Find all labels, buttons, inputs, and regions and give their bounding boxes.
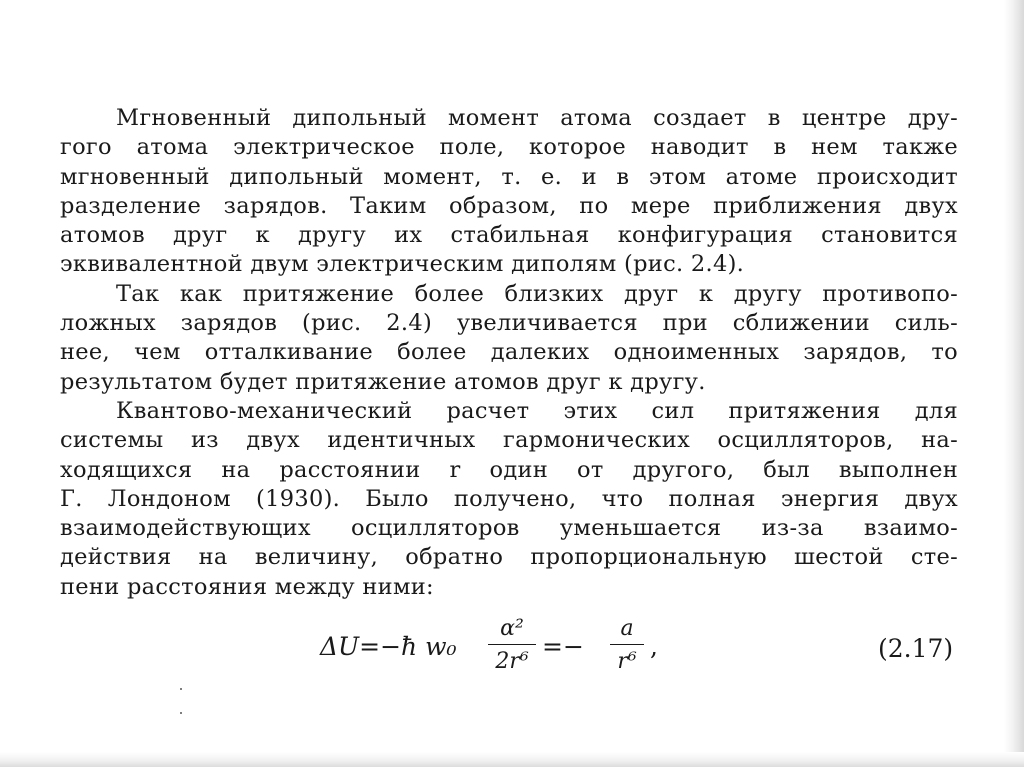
scan-speck [180,688,182,690]
equation-comma: , [650,632,658,661]
text-line: эквивалентной двум электрическим диполям (рис. 2.4). [60,251,745,278]
text-line: пени расстояния между ними: [60,573,434,600]
text-line: системы из двух идентичных гармонических осцилляторов, на- [60,427,958,454]
text-line: гого атома электрическое поле, которое наводит в нем также [60,134,958,161]
text-line: мгновенный дипольный момент, т. е. и в этом атоме происходит [60,163,958,190]
text-line: разделение зарядов. Таким образом, по мере приближения двух [60,192,958,219]
equation-number: (2.17) [878,634,954,663]
text-line: Так как притяжение более близких друг к другу противопо- [116,280,958,307]
text-line: Квантово-механический расчет этих сил притяжения для [116,397,958,424]
fraction-numerator: a [610,616,644,645]
text-line: действия на величину, обратно пропорциональную шестой сте- [60,544,958,571]
paragraph-1 [60,104,958,280]
paragraph-2 [60,280,958,397]
text-line: Мгновенный дипольный момент атома создает в центре дру- [116,105,958,131]
text-line: Г. Лондоном (1930). Было получено, что полная энергия двух [60,485,958,512]
text-line: нее, чем отталкивание более далеких одноименных зарядов, то [60,339,958,366]
page-edge-shadow-right [1004,0,1024,767]
page-edge-shadow-bottom [0,752,1024,767]
text-line: результатом будет притяжение атомов друг к другу. [60,368,706,395]
equation-2-17 [320,612,960,682]
equation-equals: =− [542,632,584,661]
text-line: ложных зарядов (рис. 2.4) увеличивается при сближении силь- [60,310,958,337]
scan-speck [180,712,182,714]
equation-lhs: ΔU=−ħ w₀ [320,632,457,661]
text-line: ходящихся на расстоянии r один от другого, был выполнен [60,456,958,483]
body-text [60,104,958,602]
paragraph-3 [60,397,958,602]
equation-fraction-alpha [488,616,536,674]
fraction-numerator: α² [488,616,536,645]
equation-fraction-a [610,616,644,674]
fraction-denominator: r⁶ [617,649,637,674]
fraction-denominator: 2r⁶ [495,649,529,674]
text-line: взаимодействующих осцилляторов уменьшается из-за взаимо- [60,515,958,542]
text-line: атомов друг к другу их стабильная конфигурация становится [60,222,958,249]
